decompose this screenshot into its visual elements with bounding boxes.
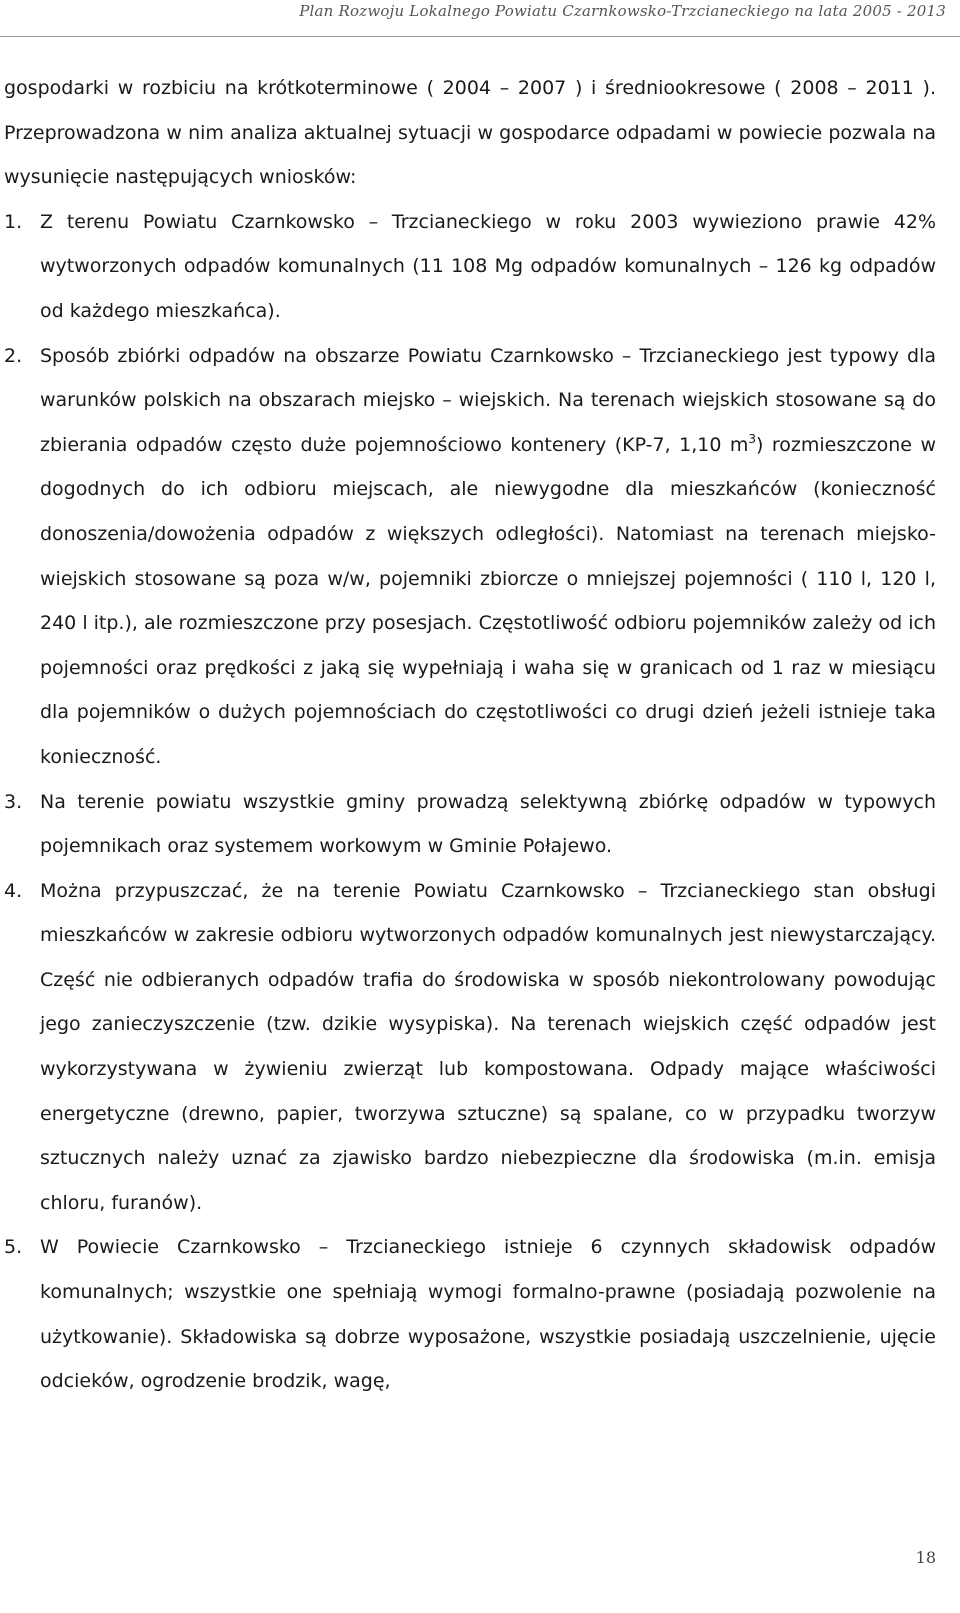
page-body [4, 66, 936, 1404]
list-item-text-part: Sposób zbiórki odpadów na obszarze Powiatu Czarnkowsko – Trzcianeckiego jest typowy dla warunków polskich na obszarach miejsko – wiejskich. Na terenach wiejskich stosowane są do zbierania odpadów często duże pojemnościowo kontenery (KP-7, 1,10 m [40, 344, 936, 456]
list-item [4, 334, 936, 780]
list-item-number: 4. [4, 879, 23, 902]
superscript: 3 [748, 431, 757, 446]
list-item-text: Z terenu Powiatu Czarnkowsko – Trzcianeckiego w roku 2003 wywieziono prawie 42% wytworzonych odpadów komunalnych (11 108 Mg odpadów komunalnych – 126 kg odpadów od każdego mieszkańca). [40, 210, 936, 322]
list-item-number: 1. [4, 210, 23, 233]
list-item-number: 3. [4, 790, 23, 813]
list-item-text [40, 334, 936, 780]
list-item-text: Można przypuszczać, że na terenie Powiatu Czarnkowsko – Trzcianeckiego stan obsługi mieszkańców w zakresie odbioru wytworzonych odpadów komunalnych jest niewystarczający. Część nie odbieranych odpadów trafia do środowiska w sposób niekontrolowany powodując jego zanieczyszczenie (tzw. dzikie wysypiska). Na terenach wiejskich część odpadów jest wykorzystywana w żywieniu zwierząt lub kompostowana. Odpady mające właściwości energetyczne (drewno, papier, tworzywa sztuczne) są spalane, co w przypadku tworzyw sztucznych należy uznać za zjawisko bardzo niebezpieczne dla środowiska (m.in. emisja chloru, furanów). [40, 879, 936, 1214]
list-item [4, 780, 936, 869]
list-item-number: 2. [4, 344, 23, 367]
list-item-text: W Powiecie Czarnkowsko – Trzcianeckiego istnieje 6 czynnych składowisk odpadów komunalnych; wszystkie one spełniają wymogi formalno-prawne (posiadają pozwolenie na użytkowanie). Składowiska są dobrze wyposażone, wszystkie posiadają uszczelnienie, ujęcie odcieków, ogrodzenie brodzik, wagę, [40, 1236, 936, 1393]
intro-paragraph: gospodarki w rozbiciu na krótkoterminowe ( 2004 – 2007 ) i średniookresowe ( 2008 – 2011 ). Przeprowadzona w nim analiza aktualnej sytuacji w gospodarce odpadami w powiecie pozwala na wysunięcie następujących wniosków: [4, 77, 936, 189]
list-item [4, 200, 936, 334]
page-number: 18 [915, 1548, 936, 1567]
list-item-text: Na terenie powiatu wszystkie gminy prowadzą selektywną zbiórkę odpadów w typowych pojemnikach oraz systemem workowym w Gminie Połajewo. [40, 790, 936, 858]
list-item-number: 5. [4, 1236, 23, 1259]
header-divider [0, 36, 960, 37]
list-item-text-part: ) rozmieszczone w dogodnych do ich odbioru miejscach, ale niewygodne dla mieszkańców (konieczność donoszenia/dowożenia odpadów z większych odległości). Natomiast na terenach miejsko-wiejskich stosowane są poza w/w, pojemniki zbiorcze o mniejszej pojemności ( 110 l, 120 l, 240 l itp.), ale rozmieszczone przy posesjach. Częstotliwość odbioru pojemników zależy od ich pojemności oraz prędkości z jaką się wypełniają i waha się w granicach od 1 raz w miesiącu dla pojemników o dużych pojemnościach do częstotliwości co drugi dzień jeżeli istnieje taka konieczność. [40, 433, 936, 768]
list-item [4, 869, 936, 1226]
running-header: Plan Rozwoju Lokalnego Powiatu Czarnkowsko-Trzcianeckiego na lata 2005 - 2013 [299, 2, 946, 20]
list-item [4, 1225, 936, 1403]
conclusions-list [4, 200, 936, 1404]
